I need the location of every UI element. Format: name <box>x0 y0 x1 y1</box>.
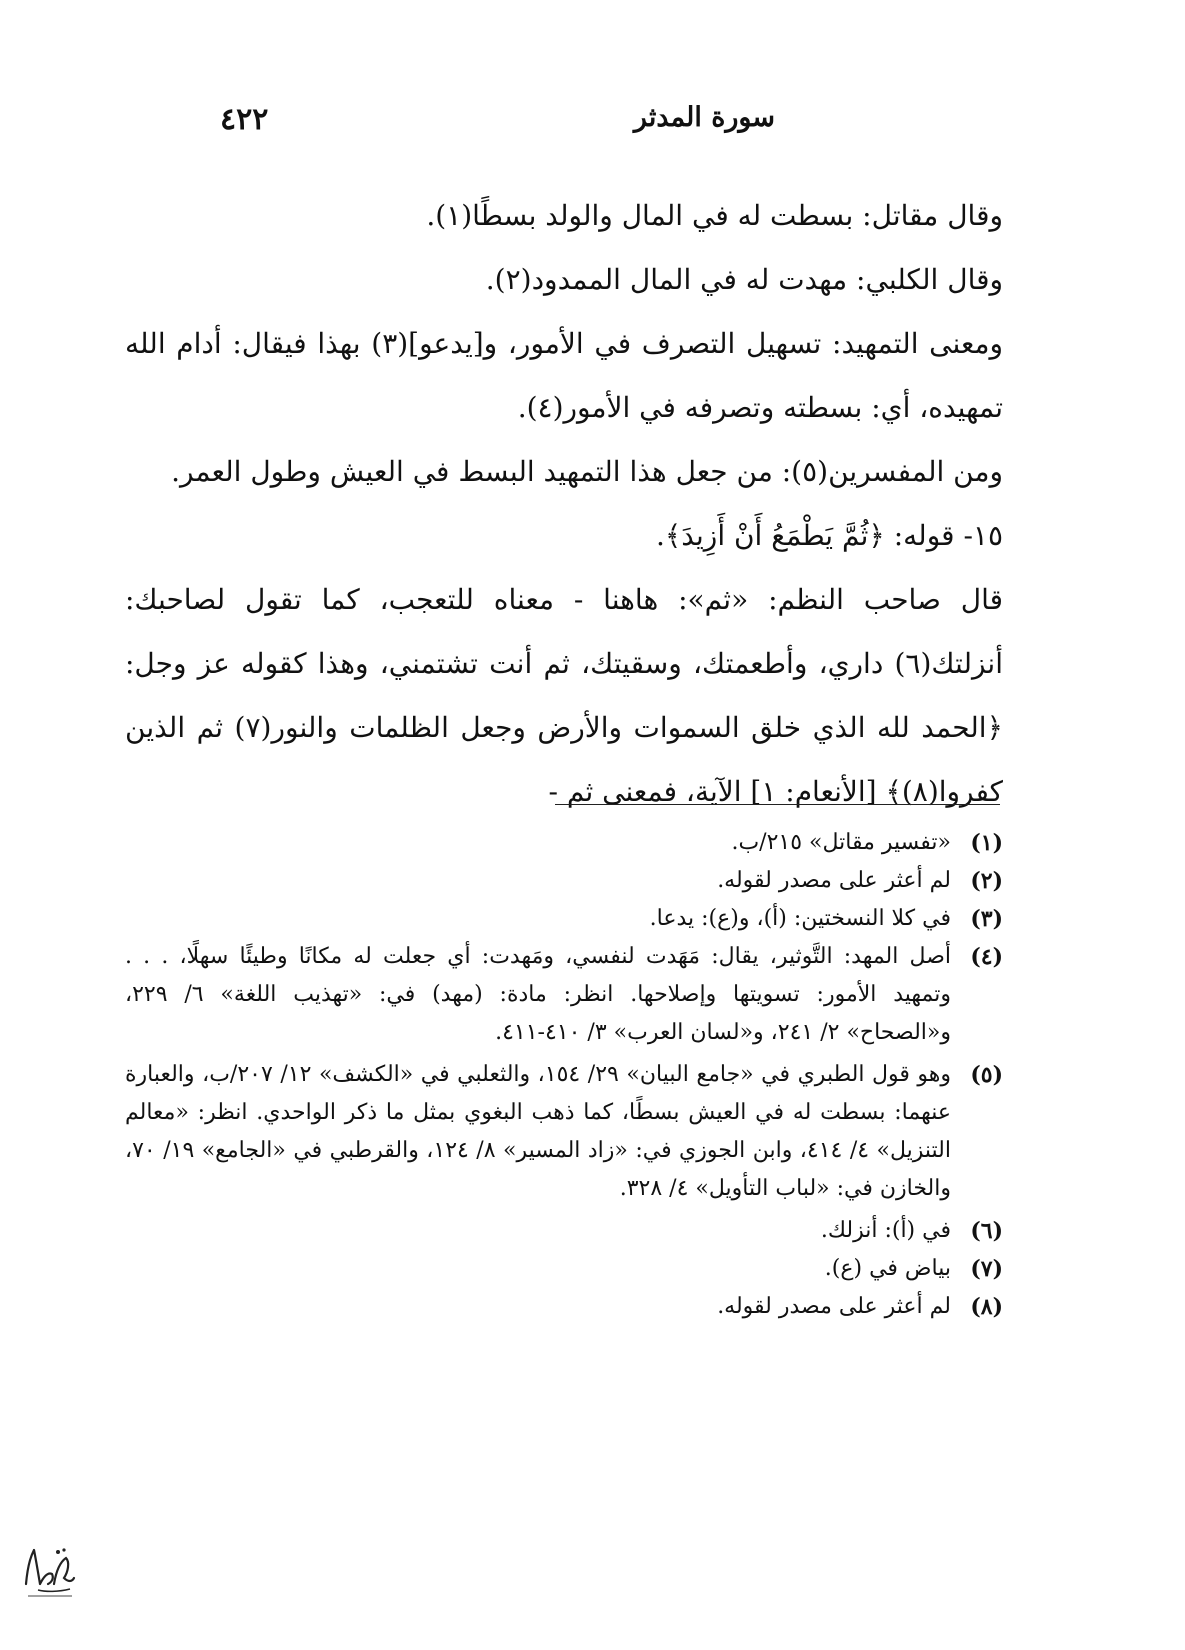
footnote <box>125 1288 1003 1326</box>
footnote-number: (٣) <box>970 906 1003 932</box>
page-number: ٤٢٢ <box>220 102 269 137</box>
footnote-number: (٥) <box>970 1062 1003 1088</box>
footnote-number: (٢) <box>970 868 1003 894</box>
footnotes <box>125 824 1003 1326</box>
footnote <box>125 1250 1003 1288</box>
main-text <box>125 184 1003 824</box>
paragraph: وقال مقاتل: بسطت له في المال والولد بسطًا(١). <box>426 199 1003 232</box>
footnote <box>125 1212 1003 1250</box>
calligraphy-logo-icon <box>18 1532 80 1602</box>
paragraph: وقال الكلبي: مهدت له في المال الممدود(٢). <box>485 263 1003 296</box>
footnote-number: (١) <box>970 830 1003 856</box>
footnote-text: لم أعثر على مصدر لقوله. <box>717 868 951 893</box>
paragraph: قال صاحب النظم: «ثم»: هاهنا - معناه للتعجب، كما تقول لصاحبك: أنزلتك(٦) داري، وأطعمتك، وسقيتك، ثم أنت تشتمني، وهذا كقوله عز وجل: ﴿الحمد لله الذي خلق السموات والأرض وجعل الظلمات والنور(٧) ثم الذين كفروا(٨)﴾ [الأنعام: ١] الآية، فمعنى ثم - <box>125 583 1003 808</box>
footnote-text: في (أ): أنزلك. <box>820 1218 951 1243</box>
footnote <box>125 862 1003 900</box>
footnote-number: (٦) <box>970 1218 1003 1244</box>
footnote <box>125 824 1003 862</box>
footnote-text: «تفسير مقاتل» ٢١٥/ب. <box>731 830 951 855</box>
watermark-logo <box>18 1532 80 1602</box>
footnote-number: (٤) <box>970 944 1003 970</box>
surah-title: سورة المدثر <box>633 102 775 133</box>
footnote-divider <box>555 804 1000 805</box>
paragraph: ومن المفسرين(٥): من جعل هذا التمهيد البسط في العيش وطول العمر. <box>171 455 1003 488</box>
footnote <box>125 900 1003 938</box>
footnote-text: أصل المهد: التَّوثير، يقال: مَهَدت لنفسي، ومَهدت: أي جعلت له مكانًا وطيئًا سهلًا، . . . وتمهيد الأمور: تسويتها وإصلاحها. انظر: مادة: (مهد) في: «تهذيب اللغة» ٦/ ٢٢٩، و«الصحاح» ٢/ ٢٤١، و«لسان العرب» ٣/ ٤١٠-٤١١. <box>125 944 952 1045</box>
paragraph: ومعنى التمهيد: تسهيل التصرف في الأمور، و[يدعو](٣) بهذا فيقال: أدام الله تمهيده، أي: بسطته وتصرفه في الأمور(٤). <box>125 327 1003 424</box>
footnote-text: لم أعثر على مصدر لقوله. <box>717 1294 951 1319</box>
footnote-number: (٨) <box>970 1294 1003 1320</box>
footnote-text: في كلا النسختين: (أ)، و(ع): يدعا. <box>649 906 951 931</box>
footnote-number: (٧) <box>970 1256 1003 1282</box>
page-header <box>200 98 985 148</box>
footnote <box>125 1056 1003 1208</box>
paragraph: ١٥- قوله: ﴿ثُمَّ يَطْمَعُ أَنْ أَزِيدَ﴾. <box>656 519 1003 552</box>
footnote <box>125 938 1003 1052</box>
footnote-text: بياض في (ع). <box>824 1256 951 1281</box>
footnote-text: وهو قول الطبري في «جامع البيان» ٢٩/ ١٥٤، والثعلبي في «الكشف» ١٢/ ٢٠٧/ب، والعبارة عنهما: بسطت له في العيش بسطًا، كما ذهب البغوي بمثل ما ذكر الواحدي. انظر: «معالم التنزيل» ٤/ ٤١٤، وابن الجوزي في: «زاد المسير» ٨/ ١٢٤، والقرطبي في «الجامع» ١٩/ ٧٠، والخازن في: «لباب التأويل» ٤/ ٣٢٨. <box>125 1062 952 1201</box>
